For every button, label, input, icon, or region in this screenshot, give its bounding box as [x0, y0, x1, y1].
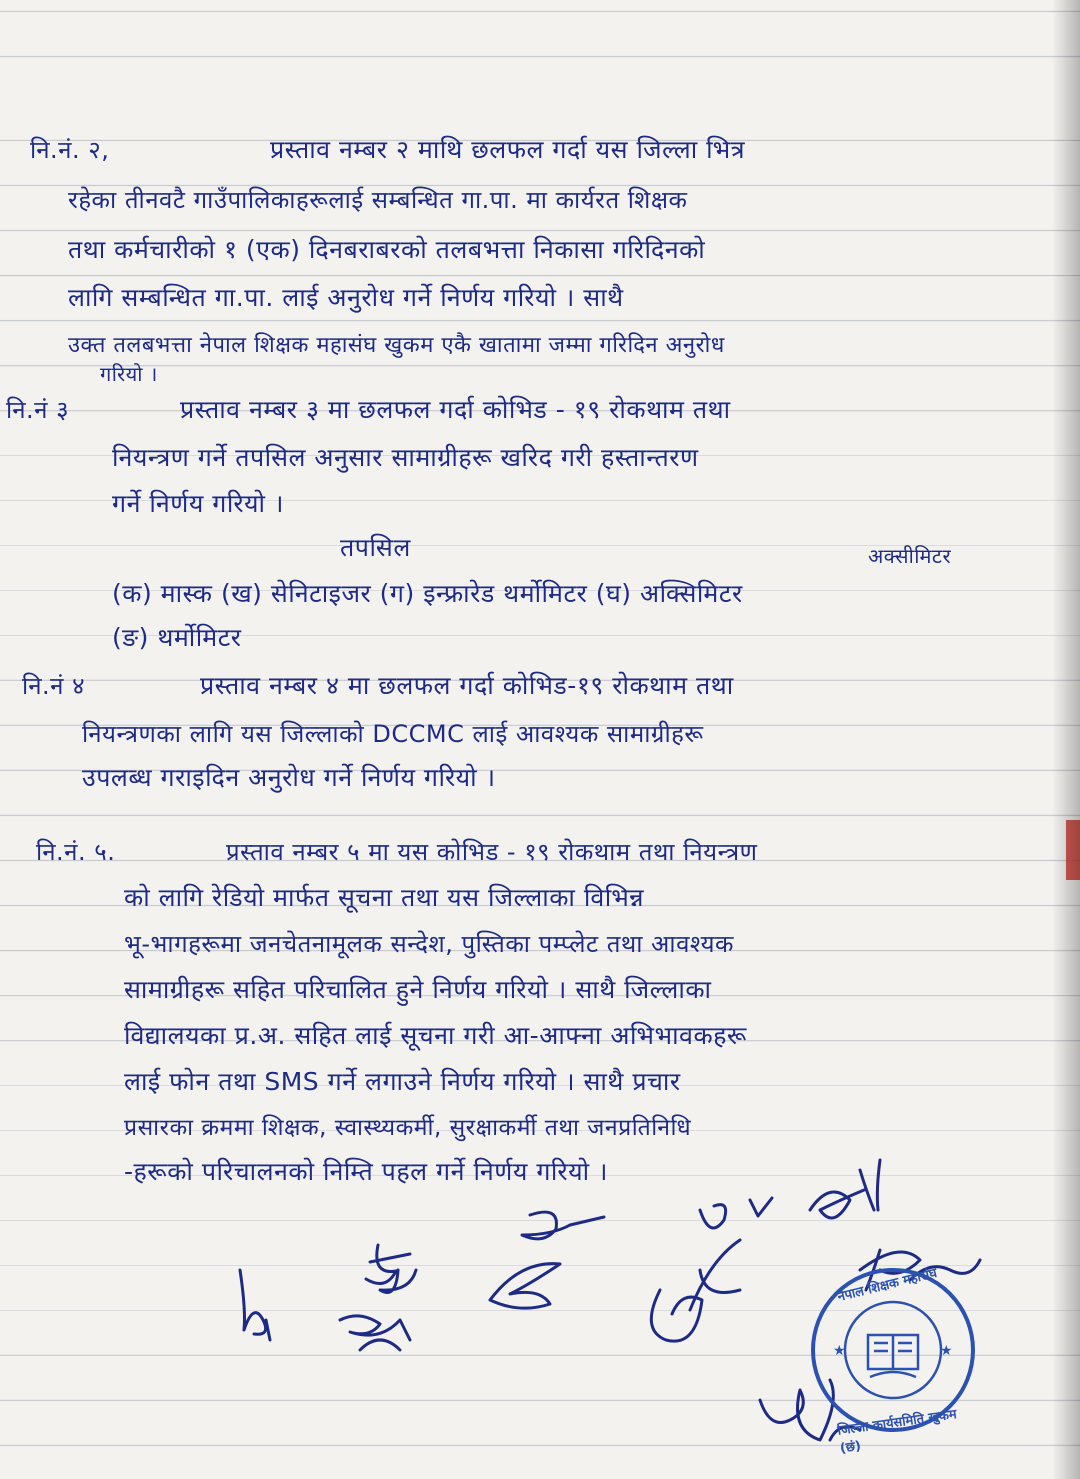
decision-3-line-2: नियन्त्रण गर्ने तपसिल अनुसार सामाग्रीहरू खरिद गरी हस्तान्तरण [112, 443, 699, 472]
signature-7 [700, 1198, 772, 1228]
decision-2-line-2: रहेका तीनवटै गाउँपालिकाहरूलाई सम्बन्धित गा.पा. मा कार्यरत शिक्षक [68, 186, 688, 214]
signature-2 [366, 1245, 416, 1293]
schedule-item-1: (क) मास्क (ख) सेनिटाइजर (ग) इन्फ्रारेड थर्मोमिटर (घ) अक्सिमिटर [112, 579, 743, 608]
decision-4-line-2: नियन्त्रणका लागि यस जिल्लाको DCCMC लाई आवश्यक सामाग्रीहरू [82, 720, 704, 748]
signature-8 [810, 1160, 880, 1218]
decision-5-label: नि.नं. ५. [36, 838, 116, 866]
svg-text:★: ★ [833, 1343, 846, 1359]
seal-text-top: नेपाल शिक्षक महासंघ [836, 1265, 939, 1306]
decision-3-line-3: गर्ने निर्णय गरियो । [112, 489, 284, 518]
schedule-item-2: (ङ) थर्मोमिटर [112, 623, 242, 652]
decision-5-line-8: -हरूको परिचालनको निम्ति पहल गर्ने निर्णय गरियो । [124, 1157, 608, 1186]
decision-5-line-5: विद्यालयका प्र.अ. सहित लाई सूचना गरी आ-आफ्ना अभिभावकहरू [124, 1021, 747, 1050]
decision-2-line-1: प्रस्ताव नम्बर २ माथि छलफल गर्दा यस जिल्ला भित्र [270, 135, 746, 164]
decision-2-line-6: गरियो । [100, 362, 158, 386]
svg-text:★: ★ [940, 1343, 953, 1359]
decision-5-line-7: प्रसारका क्रममा शिक्षक, स्वास्थ्यकर्मी, सुरक्षाकर्मी तथा जनप्रतिनिधि [124, 1115, 692, 1141]
schedule-heading: तपसिल [340, 533, 411, 562]
decision-2-line-5: उक्त तलबभत्ता नेपाल शिक्षक महासंघ खुकम एकै खातामा जम्मा गरिदिन अनुरोध [68, 333, 725, 358]
signature-4 [522, 1212, 604, 1239]
decision-5-line-1: प्रस्ताव नम्बर ५ मा यस कोभिड - १९ रोकथाम तथा नियन्त्रण [226, 838, 758, 866]
decision-2-line-4: लागि सम्बन्धित गा.पा. लाई अनुरोध गर्ने निर्णय गरियो । साथै [68, 283, 624, 312]
decision-2-label: नि.नं. २, [30, 136, 110, 164]
signature-3 [340, 1316, 410, 1350]
office-seal [808, 1265, 978, 1457]
seal-text-bottom: जिल्ला कार्यसमिति खुकम (छं) [836, 1407, 958, 1457]
decision-5-line-6: लाई फोन तथा SMS गर्ने लगाउने निर्णय गरियो । साथै प्रचार [124, 1067, 681, 1096]
signature-5 [490, 1264, 560, 1309]
decision-4-label: नि.नं ४ [22, 672, 86, 700]
decision-5-line-4: सामाग्रीहरू सहित परिचालित हुने निर्णय गरियो । साथै जिल्लाका [124, 975, 712, 1004]
signature-6 [651, 1240, 740, 1341]
page-edge-shadow [1052, 0, 1080, 1479]
decision-3-line-1: प्रस्ताव नम्बर ३ मा छलफल गर्दा कोभिड - १९ रोकथाम तथा [180, 395, 731, 424]
decision-4-line-3: उपलब्ध गराइदिन अनुरोध गर्ने निर्णय गरियो । [82, 763, 496, 792]
signature-1 [240, 1270, 270, 1340]
decision-5-line-2: को लागि रेडियो मार्फत सूचना तथा यस जिल्लाका विभिन्न [124, 883, 645, 912]
decision-3-label: नि.नं ३ [6, 396, 70, 424]
decision-4-line-1: प्रस्ताव नम्बर ४ मा छलफल गर्दा कोभिड-१९ रोकथाम तथा [200, 671, 734, 700]
decision-5-line-3: भू-भागहरूमा जनचेतनामूलक सन्देश, पुस्तिका पम्प्लेट तथा आवश्यक [124, 930, 734, 958]
decision-2-line-3: तथा कर्मचारीको १ (एक) दिनबराबरको तलबभत्ता निकासा गरिदिनको [68, 235, 706, 264]
schedule-correction: अक्सीमिटर [868, 544, 952, 568]
